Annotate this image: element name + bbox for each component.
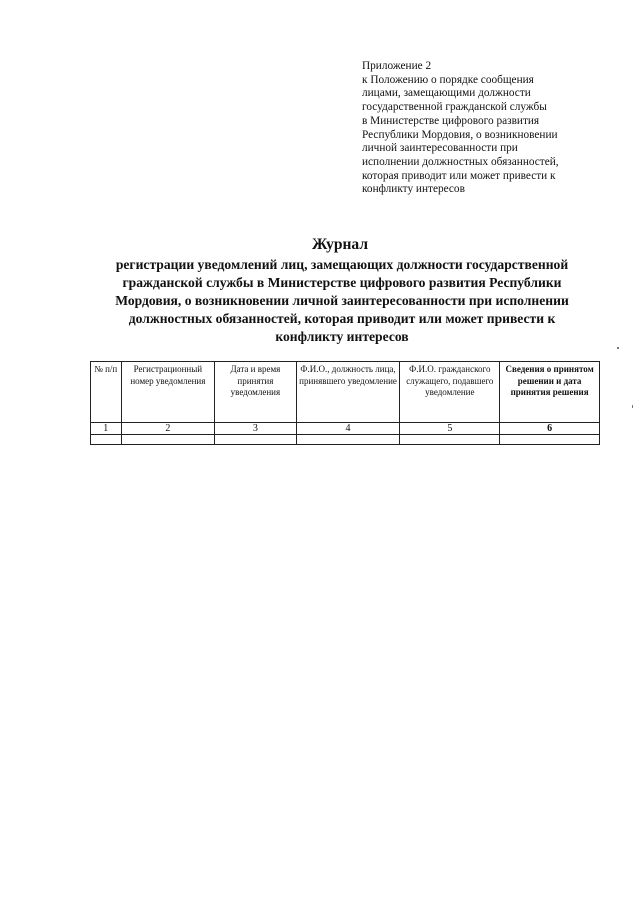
header-cell-reg-number: Регистрационный номер уведомления xyxy=(121,362,215,423)
journal-subtitle xyxy=(82,256,602,346)
appendix-line: лицами, замещающими должности xyxy=(362,87,531,100)
journal-title: Журнал xyxy=(311,236,369,253)
column-number-cell: 6 xyxy=(500,423,600,435)
table-row xyxy=(91,435,600,445)
scan-speck xyxy=(632,405,633,408)
appendix-line: исполнении должностных обязанностей, xyxy=(362,155,559,168)
journal-table xyxy=(90,361,600,445)
header-cell-decision: Сведения о принятом решении и дата принятия решения xyxy=(500,362,600,423)
header-cell-date-time: Дата и время принятия уведомления xyxy=(215,362,296,423)
table-number-row xyxy=(91,423,600,435)
header-cell-number: № п/п xyxy=(91,362,122,423)
appendix-line: Республики Мордовия, о возникновении xyxy=(362,128,558,141)
appendix-note xyxy=(362,60,612,197)
header-cell-servant: Ф.И.О. гражданского служащего, подавшего уведомление xyxy=(400,362,500,423)
column-number-cell: 4 xyxy=(296,423,400,435)
appendix-line: Приложение 2 xyxy=(362,60,432,72)
header-cell-receiver: Ф.И.О., должность лица, принявшего уведомление xyxy=(296,362,400,423)
appendix-line: к Положению о порядке сообщения xyxy=(362,73,534,86)
table-cell xyxy=(296,435,400,445)
table-header-row xyxy=(91,362,600,423)
subtitle-line: должностных обязанностей, которая приводит или может привести к xyxy=(128,311,556,326)
appendix-line: конфликту интересов xyxy=(362,183,465,196)
subtitle-line: конфликту интересов xyxy=(275,329,409,344)
appendix-line: государственной гражданской службы xyxy=(362,101,547,114)
table-cell xyxy=(215,435,296,445)
column-number-cell: 3 xyxy=(215,423,296,435)
table-cell xyxy=(500,435,600,445)
subtitle-line: гражданской службы в Министерстве цифрового развития Республики xyxy=(122,275,562,290)
column-number-cell: 5 xyxy=(400,423,500,435)
subtitle-line: Мордовия, о возникновении личной заинтересованности при исполнении xyxy=(115,293,569,308)
column-number-cell: 1 xyxy=(91,423,122,435)
table-cell xyxy=(121,435,215,445)
scan-speck xyxy=(617,347,619,349)
appendix-line: в Министерстве цифрового развития xyxy=(362,114,540,127)
subtitle-line: регистрации уведомлений лиц, замещающих должности государственной xyxy=(115,257,569,272)
table-cell xyxy=(400,435,500,445)
column-number-cell: 2 xyxy=(121,423,215,435)
appendix-line: личной заинтересованности при xyxy=(362,142,518,155)
table-cell xyxy=(91,435,122,445)
appendix-line: которая приводит или может привести к xyxy=(362,169,556,182)
